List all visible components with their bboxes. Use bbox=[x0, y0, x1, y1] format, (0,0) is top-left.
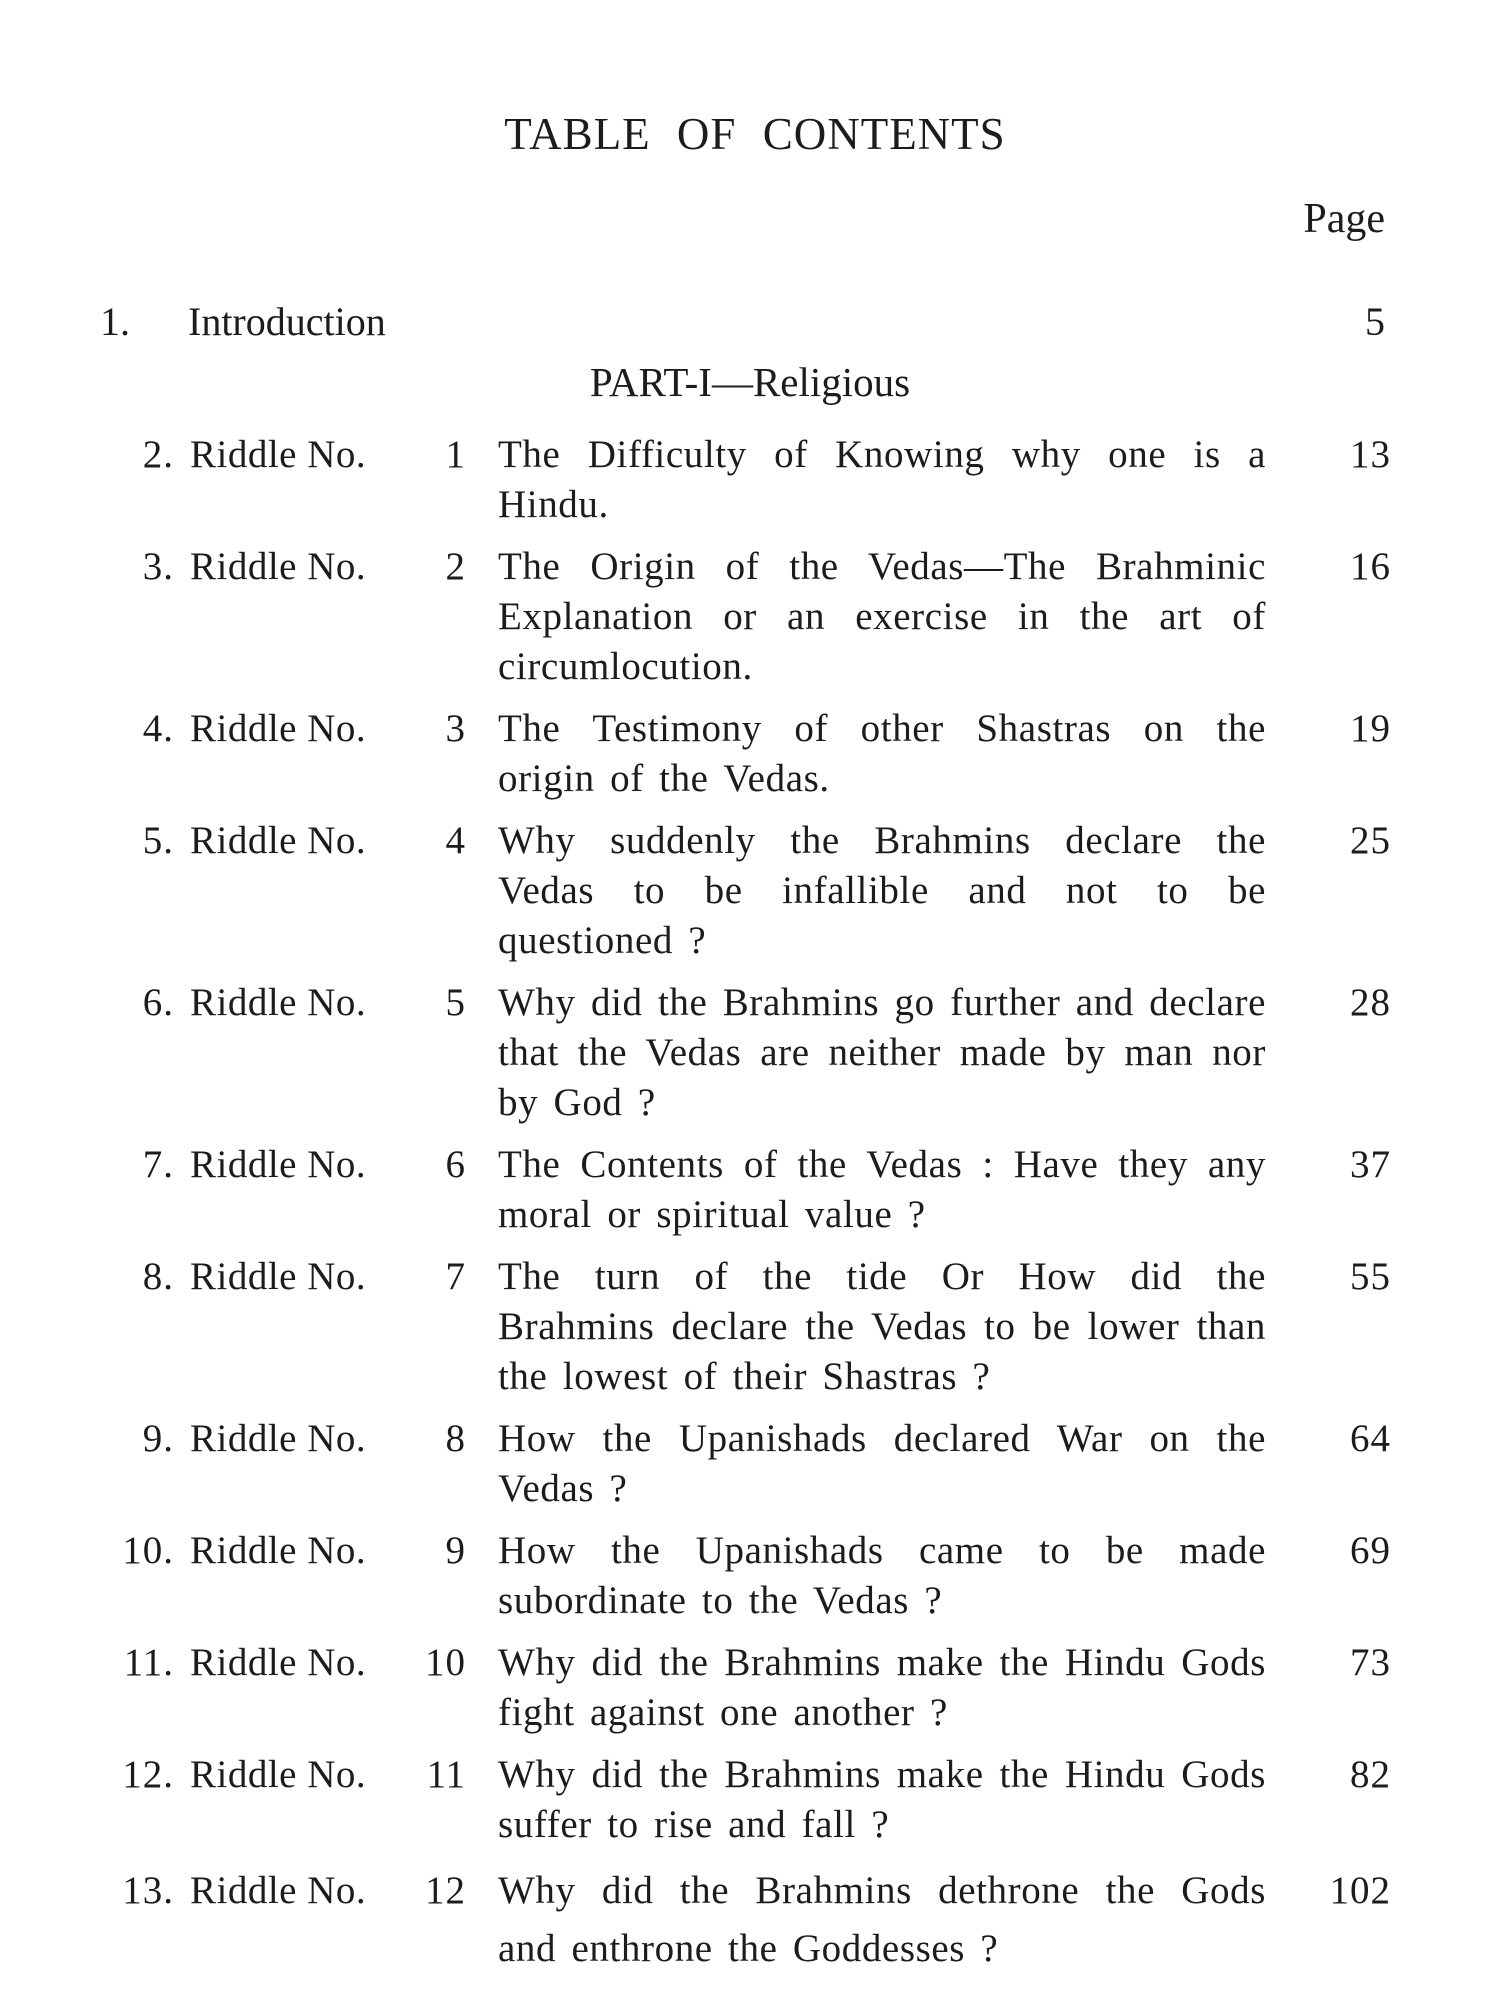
entry-label: Riddle No. bbox=[190, 1753, 367, 1796]
introduction-number: 1. bbox=[100, 299, 130, 344]
entry-number: 8. bbox=[142, 1255, 174, 1298]
entry-page: 69 bbox=[1350, 1529, 1391, 1572]
entry-text: How the Upanishads came to be made subordinate to the Vedas ? bbox=[498, 1529, 1266, 1622]
entry-page: 55 bbox=[1350, 1255, 1391, 1298]
entry-number: 11. bbox=[123, 1641, 174, 1684]
entry-page: 82 bbox=[1350, 1753, 1391, 1796]
riddle-number: 10 bbox=[425, 1641, 466, 1684]
riddle-number: 12 bbox=[425, 1869, 466, 1912]
entry-label: Riddle No. bbox=[190, 1255, 367, 1298]
entry-text: The Testimony of other Shastras on the origin of the Vedas. bbox=[498, 707, 1266, 800]
entry-label: Riddle No. bbox=[190, 1641, 367, 1684]
entry-label: Riddle No. bbox=[190, 545, 367, 588]
entry-text: Why did the Brahmins go further and declare that the Vedas are neither made by man nor by God ? bbox=[498, 981, 1266, 1124]
entry-label: Riddle No. bbox=[190, 1529, 367, 1572]
entry-label: Riddle No. bbox=[190, 981, 367, 1024]
entry-page: 16 bbox=[1350, 545, 1391, 588]
introduction-page: 5 bbox=[1365, 299, 1385, 344]
entry-number: 4. bbox=[142, 707, 174, 750]
entry-text: The Contents of the Vedas : Have they any moral or spiritual value ? bbox=[498, 1143, 1266, 1236]
toc-entry bbox=[90, 1140, 1395, 1240]
entry-number: 6. bbox=[142, 981, 174, 1024]
entry-number: 13. bbox=[122, 1869, 174, 1912]
entry-page: 19 bbox=[1350, 707, 1391, 750]
entry-page: 37 bbox=[1350, 1143, 1391, 1186]
entry-page: 102 bbox=[1329, 1869, 1391, 1912]
riddle-number: 7 bbox=[445, 1255, 466, 1298]
toc-entry bbox=[90, 816, 1395, 966]
entry-label: Riddle No. bbox=[190, 819, 367, 862]
entry-label: Riddle No. bbox=[190, 1869, 367, 1912]
toc-entry bbox=[90, 1862, 1395, 1978]
toc-entry bbox=[90, 1638, 1395, 1738]
entry-number: 7. bbox=[142, 1143, 174, 1186]
entry-text: The Difficulty of Knowing why one is a Hindu. bbox=[498, 433, 1266, 526]
entry-number: 3. bbox=[142, 545, 174, 588]
entry-label: Riddle No. bbox=[190, 433, 367, 476]
entry-number: 12. bbox=[122, 1753, 174, 1796]
entry-label: Riddle No. bbox=[190, 707, 367, 750]
entry-text: Why suddenly the Brahmins declare the Vedas to be infallible and not to be questioned ? bbox=[498, 819, 1266, 962]
entry-text: Why did the Brahmins make the Hindu Gods fight against one another ? bbox=[498, 1641, 1266, 1734]
entry-number: 5. bbox=[142, 819, 174, 862]
riddle-number: 6 bbox=[445, 1143, 466, 1186]
riddle-number: 8 bbox=[445, 1417, 466, 1460]
riddle-number: 9 bbox=[445, 1529, 466, 1572]
toc-entry bbox=[90, 542, 1395, 692]
entry-page: 25 bbox=[1350, 819, 1391, 862]
entry-label: Riddle No. bbox=[190, 1143, 367, 1186]
entry-text: Why did the Brahmins make the Hindu Gods suffer to rise and fall ? bbox=[498, 1753, 1266, 1846]
page-column-heading: Page bbox=[1303, 196, 1385, 242]
riddle-number: 1 bbox=[445, 433, 466, 476]
entry-page: 13 bbox=[1350, 433, 1391, 476]
entry-page: 28 bbox=[1350, 981, 1391, 1024]
riddle-number: 11 bbox=[426, 1753, 466, 1796]
entry-text: How the Upanishads declared War on the Vedas ? bbox=[498, 1417, 1266, 1510]
toc-entry bbox=[90, 1252, 1395, 1402]
toc-entry bbox=[90, 704, 1395, 804]
entry-page: 73 bbox=[1350, 1641, 1391, 1684]
entry-label: Riddle No. bbox=[190, 1417, 367, 1460]
riddle-number: 5 bbox=[445, 981, 466, 1024]
entry-text: The turn of the tide Or How did the Brahmins declare the Vedas to be lower than the lowest of their Shastras ? bbox=[498, 1255, 1266, 1398]
riddle-number: 4 bbox=[445, 819, 466, 862]
riddle-number: 3 bbox=[445, 707, 466, 750]
entry-number: 9. bbox=[142, 1417, 174, 1460]
toc-entry bbox=[90, 1750, 1395, 1850]
entry-text: The Origin of the Vedas—The Brahminic Explanation or an exercise in the art of circumlocution. bbox=[498, 545, 1266, 688]
toc-entry bbox=[90, 1526, 1395, 1626]
toc-entry bbox=[90, 1414, 1395, 1514]
toc-entries bbox=[90, 430, 1395, 1978]
entry-number: 10. bbox=[122, 1529, 174, 1572]
entry-text: Why did the Brahmins dethrone the Gods and enthrone the Goddesses ? bbox=[498, 1869, 1266, 1970]
toc-entry bbox=[90, 430, 1395, 530]
part-heading: PART-I—Religious bbox=[589, 359, 911, 405]
toc-entry bbox=[90, 978, 1395, 1128]
page-title: TABLE OF CONTENTS bbox=[504, 109, 1006, 159]
entry-page: 64 bbox=[1350, 1417, 1391, 1460]
entry-number: 2. bbox=[142, 433, 174, 476]
riddle-number: 2 bbox=[445, 545, 466, 588]
introduction-title: Introduction bbox=[188, 299, 386, 344]
